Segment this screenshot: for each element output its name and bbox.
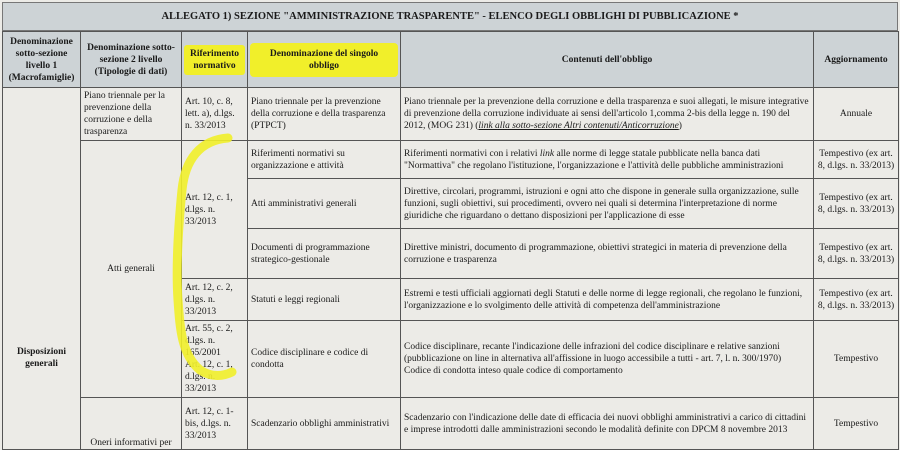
- cell-obbligo: Scadenzario obblighi amministrativi: [248, 398, 401, 450]
- cell-riferimento: Art. 12, c. 1, d.lgs. n. 33/2013: [182, 141, 248, 279]
- cell-contenuti: Riferimenti normativi con i relativi link alle norme di legge statale pubblicate nella banca dati "Normattiva" che regolano l'istituzione, l'organizzazione e l'attività delle pubbliche amministrazioni: [401, 141, 814, 179]
- header-aggiornamento: Aggiornamento: [814, 32, 899, 88]
- cell-riferimento: Art. 55, c. 2, d.lgs. n. 165/2001 Art. 12, c. 1, d.lgs. n. 33/2013: [182, 321, 248, 398]
- cell-obbligo: Riferimenti normativi su organizzazione e attività: [248, 141, 401, 179]
- cell-obbligo: Atti amministrativi generali: [248, 179, 401, 229]
- cell-aggiornamento: Tempestivo (ex art. 8, d.lgs. n. 33/2013): [814, 229, 899, 279]
- cell-riferimento: Art. 10, c. 8, lett. a), d.lgs. n. 33/2013: [182, 88, 248, 141]
- cell-obbligo: Statuti e leggi regionali: [248, 279, 401, 321]
- cell-contenuti: Piano triennale per la prevenzione della corruzione e della trasparenza e suoi allegati, le misure integrative di prevenzione della corruzione individuate ai sensi dell'articolo 1,comma 2-bis della legge n. 190 del 2012, (MOG 231) (link alla sotto-sezione Altri contenuti/Anticorruzione): [401, 88, 814, 141]
- cell-level2: Oneri informativi per: [81, 398, 182, 450]
- cell-level2: Piano triennale per la prevenzione della corruzione e della trasparenza: [81, 88, 182, 141]
- cell-level2-atti-generali: Atti generali: [81, 141, 182, 398]
- cell-aggiornamento: Tempestivo: [814, 321, 899, 398]
- cell-contenuti: Direttive, circolari, programmi, istruzioni e ogni atto che dispone in generale sulla organizzazione, sulle funzioni, sugli obiettivi, sui procedimenti, ovvero nei quali si determina l'interpretazione di norme giuridiche che riguardano o dettano disposizioni per l'applicazione di esse: [401, 179, 814, 229]
- highlighted-obbligo: Denominazione del singolo obbligo: [250, 43, 398, 77]
- cell-aggiornamento: Tempestivo: [814, 398, 899, 450]
- cell-aggiornamento: Tempestivo (ex art. 8, d.lgs. n. 33/2013): [814, 141, 899, 179]
- cell-contenuti: Direttive ministri, documento di programmazione, obiettivi strategici in materia di prevenzione della corruzione e trasparenza: [401, 229, 814, 279]
- cell-aggiornamento: Tempestivo (ex art. 8, d.lgs. n. 33/2013): [814, 279, 899, 321]
- cell-aggiornamento: Tempestivo (ex art. 8, d.lgs. n. 33/2013): [814, 179, 899, 229]
- table-row: [3, 88, 899, 141]
- cell-obbligo: Codice disciplinare e codice di condotta: [248, 321, 401, 398]
- highlighted-riferimento: Riferimento normativo: [184, 45, 245, 75]
- cell-riferimento: Art. 12, c. 2, d.lgs. n. 33/2013: [182, 279, 248, 321]
- table-header-row: [3, 32, 899, 88]
- header-riferimento: [182, 32, 248, 88]
- table-row: [3, 141, 899, 179]
- obligations-table: [2, 31, 899, 450]
- header-level1: Denominazione sotto-sezione livello 1 (Macrofamiglie): [3, 32, 81, 88]
- cell-contenuti: Scadenzario con l'indicazione delle date di efficacia dei nuovi obblighi amministrativi a carico di cittadini e imprese introdotti dalle amministrazioni secondo le modalità definite con DPCM 8 novembre 2013: [401, 398, 814, 450]
- cell-riferimento: Art. 12, c. 1-bis, d.lgs. n. 33/2013: [182, 398, 248, 450]
- link-altri-contenuti[interactable]: link alla sotto-sezione Altri contenuti/Anticorruzione: [478, 121, 679, 131]
- header-obbligo: [248, 32, 401, 88]
- cell-contenuti: Codice disciplinare, recante l'indicazione delle infrazioni del codice disciplinare e relative sanzioni (pubblicazione on line in alternativa all'affissione in luogo accessibile a tutti - art. 7, l. n. 300/1970) Codice di condotta inteso quale codice di comportamento: [401, 321, 814, 398]
- header-level2: Denominazione sotto-sezione 2 livello (Tipologie di dati): [81, 32, 182, 88]
- cell-obbligo: Piano triennale per la prevenzione della corruzione e della trasparenza (PTPCT): [248, 88, 401, 141]
- cell-obbligo: Documenti di programmazione strategico-gestionale: [248, 229, 401, 279]
- cell-level1: Disposizioni generali: [3, 88, 81, 450]
- document-title: ALLEGATO 1) SEZIONE "AMMINISTRAZIONE TRASPARENTE" - ELENCO DEGLI OBBLIGHI DI PUBBLICAZIONE *: [2, 2, 898, 31]
- cell-contenuti: Estremi e testi ufficiali aggiornati degli Statuti e delle norme di legge regionali, che regolano le funzioni, l'organizzazione e lo svolgimento delle attività di competenza dell'amministrazione: [401, 279, 814, 321]
- header-contenuti: Contenuti dell'obbligo: [401, 32, 814, 88]
- cell-aggiornamento: Annuale: [814, 88, 899, 141]
- table-row: [3, 398, 899, 450]
- link-word: link: [539, 148, 555, 159]
